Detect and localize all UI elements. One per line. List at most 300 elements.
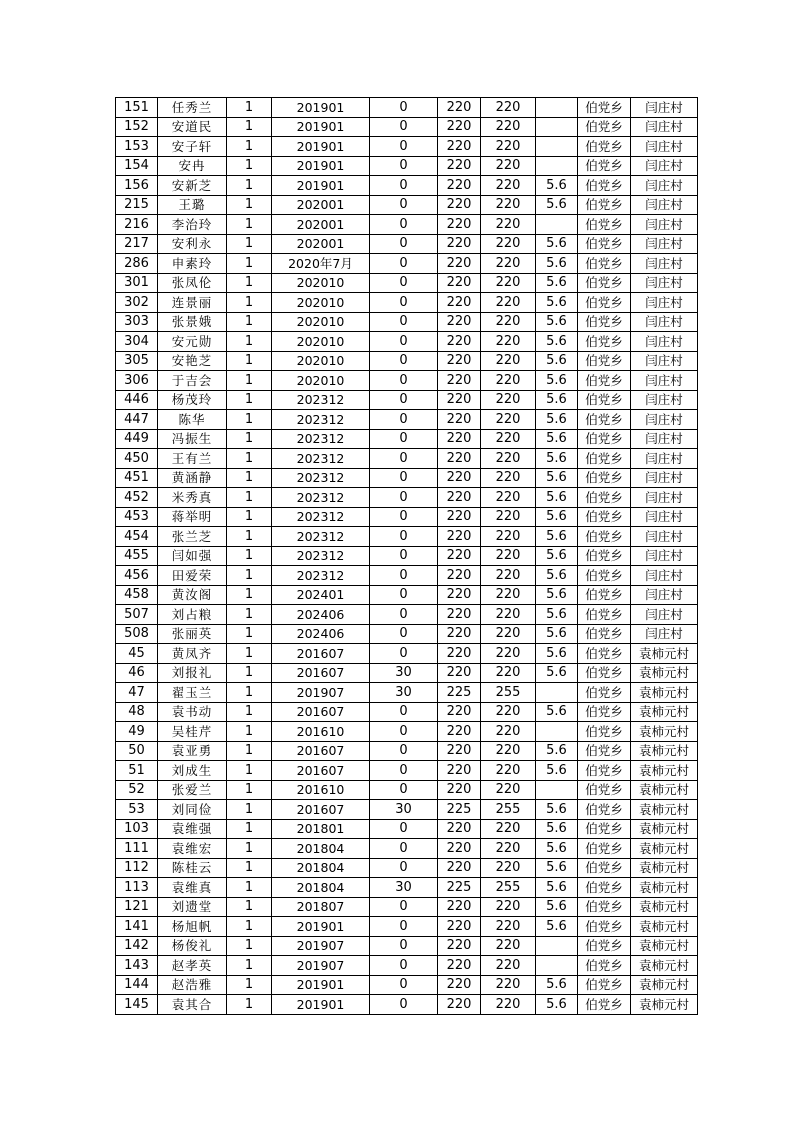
cell-base: 220 — [438, 215, 481, 235]
cell-count: 1 — [227, 663, 272, 683]
table-row — [116, 234, 698, 254]
cell-town: 伯党乡 — [578, 995, 631, 1015]
cell-total: 220 — [481, 936, 536, 956]
cell-month: 202001 — [272, 195, 370, 215]
table-row — [116, 371, 698, 391]
cell-village: 闫庄村 — [631, 410, 698, 430]
cell-subsidy: 5.6 — [536, 254, 578, 274]
cell-subsidy — [536, 956, 578, 976]
cell-base: 220 — [438, 137, 481, 157]
table-row — [116, 312, 698, 332]
cell-month: 201607 — [272, 702, 370, 722]
cell-village: 闫庄村 — [631, 195, 698, 215]
cell-no: 152 — [116, 117, 158, 137]
cell-month: 201907 — [272, 683, 370, 703]
cell-subsidy: 5.6 — [536, 761, 578, 781]
cell-total: 220 — [481, 137, 536, 157]
cell-total: 220 — [481, 605, 536, 625]
cell-base: 220 — [438, 722, 481, 742]
cell-count: 1 — [227, 917, 272, 937]
cell-village: 闫庄村 — [631, 137, 698, 157]
cell-count: 1 — [227, 722, 272, 742]
cell-base: 220 — [438, 917, 481, 937]
cell-subsidy: 5.6 — [536, 449, 578, 469]
cell-total: 220 — [481, 390, 536, 410]
cell-month: 202406 — [272, 605, 370, 625]
cell-extra: 0 — [370, 273, 438, 293]
cell-village: 袁柿元村 — [631, 839, 698, 859]
table-row — [116, 683, 698, 703]
cell-count: 1 — [227, 839, 272, 859]
table-row — [116, 507, 698, 527]
cell-total: 255 — [481, 800, 536, 820]
cell-base: 220 — [438, 371, 481, 391]
cell-subsidy: 5.6 — [536, 624, 578, 644]
table-body — [116, 98, 698, 1015]
cell-base: 220 — [438, 195, 481, 215]
table-row — [116, 117, 698, 137]
cell-no: 46 — [116, 663, 158, 683]
table-row — [116, 390, 698, 410]
cell-town: 伯党乡 — [578, 897, 631, 917]
cell-count: 1 — [227, 702, 272, 722]
cell-count: 1 — [227, 176, 272, 196]
table-row — [116, 624, 698, 644]
cell-extra: 0 — [370, 429, 438, 449]
cell-town: 伯党乡 — [578, 858, 631, 878]
cell-total: 220 — [481, 234, 536, 254]
cell-month: 201804 — [272, 878, 370, 898]
cell-name: 连景丽 — [158, 293, 227, 313]
cell-extra: 0 — [370, 312, 438, 332]
cell-total: 220 — [481, 566, 536, 586]
cell-subsidy — [536, 98, 578, 118]
cell-name: 安艳芝 — [158, 351, 227, 371]
cell-town: 伯党乡 — [578, 371, 631, 391]
cell-town: 伯党乡 — [578, 683, 631, 703]
cell-subsidy: 5.6 — [536, 897, 578, 917]
cell-month: 202010 — [272, 332, 370, 352]
cell-subsidy: 5.6 — [536, 527, 578, 547]
cell-village: 袁柿元村 — [631, 663, 698, 683]
table-row — [116, 722, 698, 742]
cell-base: 220 — [438, 351, 481, 371]
cell-no: 216 — [116, 215, 158, 235]
table-row — [116, 176, 698, 196]
cell-total: 220 — [481, 897, 536, 917]
cell-town: 伯党乡 — [578, 195, 631, 215]
cell-town: 伯党乡 — [578, 137, 631, 157]
cell-name: 黄汝阁 — [158, 585, 227, 605]
cell-month: 201610 — [272, 722, 370, 742]
cell-village: 闫庄村 — [631, 390, 698, 410]
cell-month: 202312 — [272, 546, 370, 566]
table-row — [116, 98, 698, 118]
cell-month: 201907 — [272, 936, 370, 956]
cell-no: 508 — [116, 624, 158, 644]
cell-no: 144 — [116, 975, 158, 995]
cell-total: 220 — [481, 449, 536, 469]
cell-total: 220 — [481, 332, 536, 352]
cell-total: 220 — [481, 663, 536, 683]
cell-village: 袁柿元村 — [631, 800, 698, 820]
cell-count: 1 — [227, 488, 272, 508]
cell-total: 220 — [481, 722, 536, 742]
cell-base: 220 — [438, 488, 481, 508]
cell-village: 袁柿元村 — [631, 722, 698, 742]
cell-extra: 0 — [370, 156, 438, 176]
cell-base: 225 — [438, 878, 481, 898]
cell-village: 闫庄村 — [631, 293, 698, 313]
cell-no: 454 — [116, 527, 158, 547]
cell-village: 闫庄村 — [631, 254, 698, 274]
cell-base: 220 — [438, 702, 481, 722]
cell-extra: 0 — [370, 332, 438, 352]
cell-count: 1 — [227, 683, 272, 703]
table-row — [116, 741, 698, 761]
cell-no: 47 — [116, 683, 158, 703]
cell-total: 220 — [481, 644, 536, 664]
cell-name: 王有兰 — [158, 449, 227, 469]
cell-month: 202001 — [272, 215, 370, 235]
cell-town: 伯党乡 — [578, 449, 631, 469]
table-row — [116, 566, 698, 586]
cell-total: 220 — [481, 858, 536, 878]
cell-no: 217 — [116, 234, 158, 254]
cell-month: 202010 — [272, 273, 370, 293]
cell-no: 507 — [116, 605, 158, 625]
cell-name: 蒋举明 — [158, 507, 227, 527]
table-row — [116, 995, 698, 1015]
cell-name: 赵孝英 — [158, 956, 227, 976]
cell-count: 1 — [227, 995, 272, 1015]
cell-base: 220 — [438, 527, 481, 547]
cell-no: 301 — [116, 273, 158, 293]
cell-base: 220 — [438, 956, 481, 976]
cell-no: 51 — [116, 761, 158, 781]
cell-base: 220 — [438, 176, 481, 196]
cell-name: 刘占粮 — [158, 605, 227, 625]
cell-base: 220 — [438, 741, 481, 761]
cell-subsidy: 5.6 — [536, 410, 578, 430]
cell-no: 113 — [116, 878, 158, 898]
table-row — [116, 429, 698, 449]
cell-extra: 30 — [370, 878, 438, 898]
cell-base: 225 — [438, 683, 481, 703]
cell-base: 220 — [438, 98, 481, 118]
cell-extra: 0 — [370, 624, 438, 644]
cell-no: 455 — [116, 546, 158, 566]
cell-subsidy — [536, 683, 578, 703]
cell-count: 1 — [227, 351, 272, 371]
cell-no: 53 — [116, 800, 158, 820]
cell-count: 1 — [227, 897, 272, 917]
cell-extra: 0 — [370, 956, 438, 976]
cell-no: 154 — [116, 156, 158, 176]
cell-subsidy: 5.6 — [536, 819, 578, 839]
cell-month: 201901 — [272, 156, 370, 176]
cell-month: 202401 — [272, 585, 370, 605]
cell-village: 闫庄村 — [631, 98, 698, 118]
cell-count: 1 — [227, 390, 272, 410]
cell-count: 1 — [227, 234, 272, 254]
cell-extra: 30 — [370, 800, 438, 820]
cell-no: 453 — [116, 507, 158, 527]
cell-town: 伯党乡 — [578, 507, 631, 527]
cell-name: 张景娥 — [158, 312, 227, 332]
cell-town: 伯党乡 — [578, 234, 631, 254]
cell-subsidy: 5.6 — [536, 839, 578, 859]
cell-month: 201804 — [272, 839, 370, 859]
cell-subsidy: 5.6 — [536, 878, 578, 898]
cell-town: 伯党乡 — [578, 215, 631, 235]
cell-month: 201607 — [272, 741, 370, 761]
cell-town: 伯党乡 — [578, 273, 631, 293]
cell-town: 伯党乡 — [578, 390, 631, 410]
cell-town: 伯党乡 — [578, 176, 631, 196]
cell-total: 220 — [481, 98, 536, 118]
cell-town: 伯党乡 — [578, 605, 631, 625]
cell-no: 145 — [116, 995, 158, 1015]
cell-count: 1 — [227, 566, 272, 586]
cell-base: 220 — [438, 780, 481, 800]
table-row — [116, 410, 698, 430]
cell-base: 225 — [438, 800, 481, 820]
cell-total: 220 — [481, 546, 536, 566]
table-row — [116, 273, 698, 293]
cell-subsidy — [536, 722, 578, 742]
cell-extra: 0 — [370, 566, 438, 586]
cell-subsidy: 5.6 — [536, 663, 578, 683]
cell-extra: 0 — [370, 98, 438, 118]
cell-count: 1 — [227, 273, 272, 293]
table-row — [116, 156, 698, 176]
cell-village: 袁柿元村 — [631, 741, 698, 761]
cell-extra: 0 — [370, 390, 438, 410]
table-row — [116, 956, 698, 976]
cell-no: 48 — [116, 702, 158, 722]
cell-extra: 30 — [370, 683, 438, 703]
cell-town: 伯党乡 — [578, 761, 631, 781]
cell-extra: 0 — [370, 917, 438, 937]
cell-month: 201907 — [272, 956, 370, 976]
cell-month: 2020年7月 — [272, 254, 370, 274]
cell-subsidy: 5.6 — [536, 371, 578, 391]
cell-town: 伯党乡 — [578, 722, 631, 742]
cell-base: 220 — [438, 293, 481, 313]
cell-base: 220 — [438, 507, 481, 527]
table-row — [116, 800, 698, 820]
cell-no: 446 — [116, 390, 158, 410]
cell-month: 202312 — [272, 488, 370, 508]
cell-no: 142 — [116, 936, 158, 956]
cell-total: 220 — [481, 312, 536, 332]
table-row — [116, 488, 698, 508]
cell-count: 1 — [227, 761, 272, 781]
cell-extra: 30 — [370, 663, 438, 683]
cell-base: 220 — [438, 995, 481, 1015]
cell-base: 220 — [438, 605, 481, 625]
cell-total: 220 — [481, 254, 536, 274]
cell-village: 闫庄村 — [631, 332, 698, 352]
cell-no: 305 — [116, 351, 158, 371]
cell-base: 220 — [438, 644, 481, 664]
cell-total: 220 — [481, 215, 536, 235]
cell-extra: 0 — [370, 702, 438, 722]
cell-total: 220 — [481, 917, 536, 937]
cell-village: 闫庄村 — [631, 624, 698, 644]
cell-village: 闫庄村 — [631, 546, 698, 566]
cell-no: 449 — [116, 429, 158, 449]
cell-month: 201607 — [272, 644, 370, 664]
table-row — [116, 332, 698, 352]
table-row — [116, 761, 698, 781]
cell-extra: 0 — [370, 722, 438, 742]
cell-total: 220 — [481, 195, 536, 215]
cell-month: 201607 — [272, 800, 370, 820]
cell-name: 袁维宏 — [158, 839, 227, 859]
cell-month: 202312 — [272, 468, 370, 488]
cell-town: 伯党乡 — [578, 156, 631, 176]
table-row — [116, 897, 698, 917]
cell-extra: 0 — [370, 195, 438, 215]
cell-subsidy: 5.6 — [536, 507, 578, 527]
cell-town: 伯党乡 — [578, 839, 631, 859]
cell-extra: 0 — [370, 293, 438, 313]
cell-count: 1 — [227, 936, 272, 956]
cell-no: 153 — [116, 137, 158, 157]
cell-town: 伯党乡 — [578, 936, 631, 956]
cell-total: 220 — [481, 780, 536, 800]
cell-base: 220 — [438, 624, 481, 644]
cell-extra: 0 — [370, 975, 438, 995]
cell-base: 220 — [438, 410, 481, 430]
cell-extra: 0 — [370, 488, 438, 508]
cell-total: 220 — [481, 975, 536, 995]
cell-subsidy: 5.6 — [536, 176, 578, 196]
cell-extra: 0 — [370, 215, 438, 235]
cell-total: 220 — [481, 410, 536, 430]
cell-name: 安元勋 — [158, 332, 227, 352]
cell-subsidy: 5.6 — [536, 644, 578, 664]
cell-extra: 0 — [370, 117, 438, 137]
cell-subsidy — [536, 117, 578, 137]
cell-base: 220 — [438, 936, 481, 956]
cell-subsidy: 5.6 — [536, 605, 578, 625]
cell-village: 闫庄村 — [631, 449, 698, 469]
cell-town: 伯党乡 — [578, 429, 631, 449]
cell-no: 49 — [116, 722, 158, 742]
cell-subsidy — [536, 156, 578, 176]
cell-subsidy: 5.6 — [536, 390, 578, 410]
table-row — [116, 215, 698, 235]
cell-base: 220 — [438, 332, 481, 352]
cell-count: 1 — [227, 98, 272, 118]
cell-name: 张兰芝 — [158, 527, 227, 547]
cell-name: 田爱荣 — [158, 566, 227, 586]
cell-base: 220 — [438, 546, 481, 566]
cell-month: 201901 — [272, 917, 370, 937]
cell-count: 1 — [227, 878, 272, 898]
cell-month: 202312 — [272, 410, 370, 430]
cell-extra: 0 — [370, 936, 438, 956]
cell-town: 伯党乡 — [578, 488, 631, 508]
cell-name: 袁书动 — [158, 702, 227, 722]
cell-village: 闫庄村 — [631, 156, 698, 176]
cell-town: 伯党乡 — [578, 254, 631, 274]
cell-base: 220 — [438, 975, 481, 995]
cell-name: 刘成生 — [158, 761, 227, 781]
cell-base: 220 — [438, 761, 481, 781]
table-row — [116, 878, 698, 898]
cell-extra: 0 — [370, 741, 438, 761]
cell-count: 1 — [227, 527, 272, 547]
cell-village: 闫庄村 — [631, 605, 698, 625]
cell-base: 220 — [438, 858, 481, 878]
cell-count: 1 — [227, 410, 272, 430]
cell-no: 50 — [116, 741, 158, 761]
cell-month: 202406 — [272, 624, 370, 644]
cell-town: 伯党乡 — [578, 819, 631, 839]
cell-town: 伯党乡 — [578, 117, 631, 137]
cell-month: 202312 — [272, 449, 370, 469]
cell-no: 215 — [116, 195, 158, 215]
cell-extra: 0 — [370, 468, 438, 488]
cell-total: 220 — [481, 507, 536, 527]
cell-base: 220 — [438, 468, 481, 488]
cell-total: 220 — [481, 488, 536, 508]
cell-name: 安利永 — [158, 234, 227, 254]
cell-base: 220 — [438, 254, 481, 274]
cell-month: 202010 — [272, 293, 370, 313]
cell-village: 袁柿元村 — [631, 683, 698, 703]
cell-extra: 0 — [370, 137, 438, 157]
cell-village: 闫庄村 — [631, 273, 698, 293]
cell-village: 闫庄村 — [631, 351, 698, 371]
cell-subsidy: 5.6 — [536, 195, 578, 215]
cell-month: 201801 — [272, 819, 370, 839]
cell-name: 安道民 — [158, 117, 227, 137]
cell-extra: 0 — [370, 507, 438, 527]
cell-no: 302 — [116, 293, 158, 313]
cell-extra: 0 — [370, 410, 438, 430]
cell-base: 220 — [438, 819, 481, 839]
cell-name: 米秀真 — [158, 488, 227, 508]
cell-village: 袁柿元村 — [631, 761, 698, 781]
cell-count: 1 — [227, 332, 272, 352]
cell-subsidy: 5.6 — [536, 351, 578, 371]
cell-name: 黄涵静 — [158, 468, 227, 488]
cell-count: 1 — [227, 858, 272, 878]
cell-extra: 0 — [370, 897, 438, 917]
cell-extra: 0 — [370, 527, 438, 547]
cell-subsidy: 5.6 — [536, 546, 578, 566]
cell-name: 杨俊礼 — [158, 936, 227, 956]
cell-total: 220 — [481, 819, 536, 839]
cell-count: 1 — [227, 254, 272, 274]
cell-extra: 0 — [370, 839, 438, 859]
cell-subsidy: 5.6 — [536, 975, 578, 995]
cell-name: 刘遗堂 — [158, 897, 227, 917]
cell-total: 220 — [481, 273, 536, 293]
cell-no: 121 — [116, 897, 158, 917]
cell-total: 220 — [481, 468, 536, 488]
cell-extra: 0 — [370, 546, 438, 566]
cell-town: 伯党乡 — [578, 332, 631, 352]
table-row — [116, 936, 698, 956]
cell-name: 黄凤齐 — [158, 644, 227, 664]
cell-total: 220 — [481, 351, 536, 371]
